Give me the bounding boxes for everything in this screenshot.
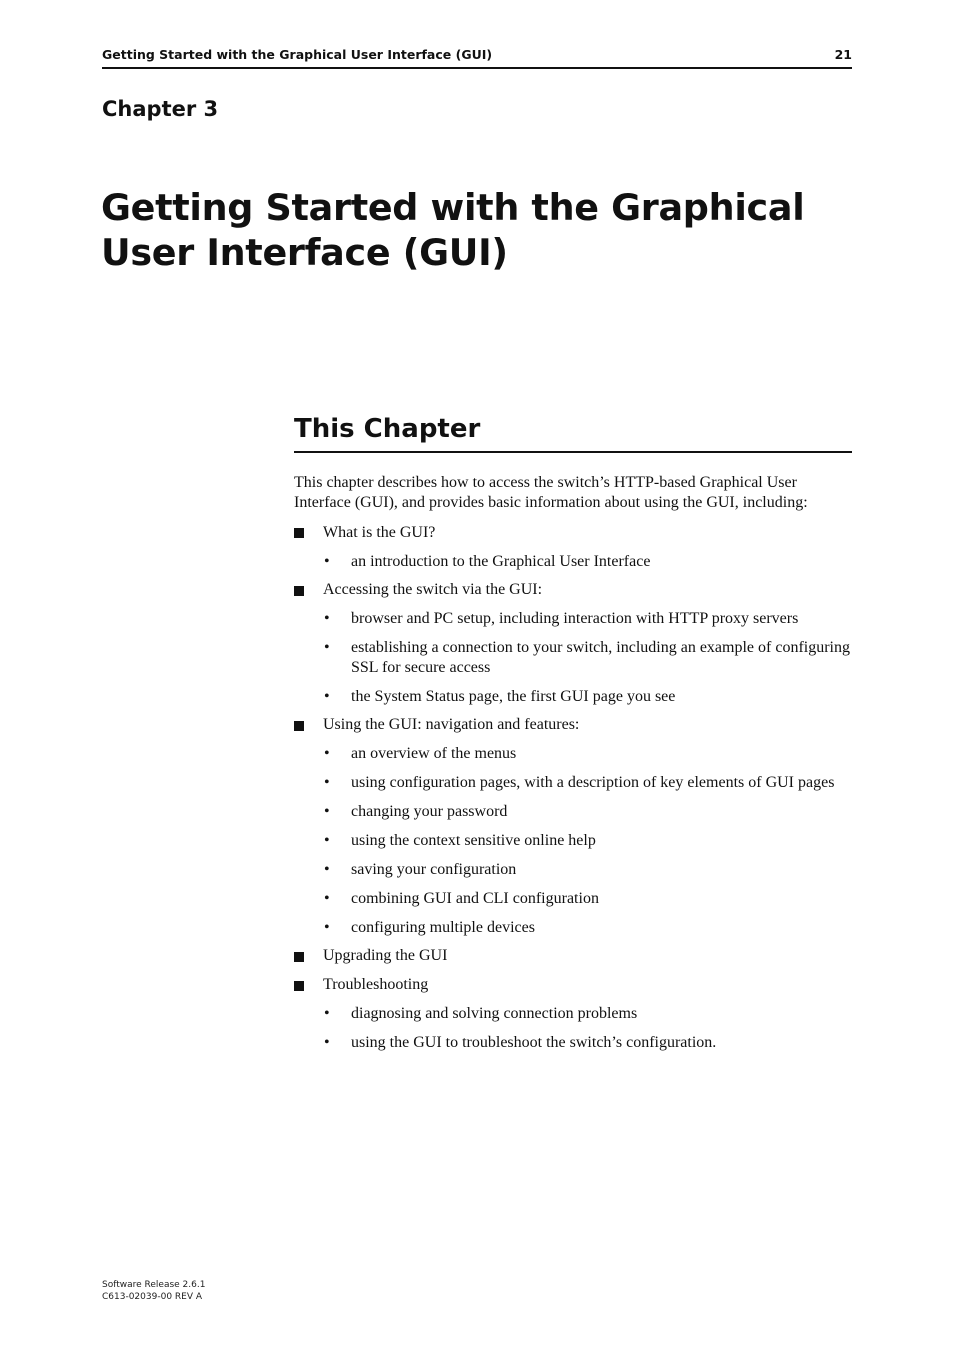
subtopic-item [294,605,852,634]
chapter-title: Getting Started with the Graphical User Interface (GUI) [101,186,805,274]
bullet-dot-icon: • [324,889,330,907]
bullet-dot-icon: • [324,918,330,936]
bullet-dot-icon: • [324,831,330,849]
subtopic-label: using the context sensitive online help [351,831,596,849]
topic-label: Using the GUI: navigation and features: [323,716,580,734]
subtopic-item [294,547,852,576]
subtopic-list [294,605,852,711]
topic-item [294,711,852,942]
subtopic-item [294,634,852,682]
square-bullet-icon [294,528,304,538]
subtopic-item [294,1000,852,1029]
subtopic-item [294,826,852,855]
section-intro: This chapter describes how to access the switch’s HTTP-based Graphical User Interface (GUI), and provides basic information about using the GUI, including: [294,474,808,511]
topic-label: Troubleshooting [323,976,429,994]
document-code: C613-02039-00 REV A [102,1291,203,1302]
subtopic-label: diagnosing and solving connection problems [351,1005,638,1023]
square-bullet-icon [294,721,304,731]
subtopic-label: using the GUI to troubleshoot the switch’s configuration. [351,1034,717,1052]
bullet-dot-icon: • [324,803,330,821]
bullet-dot-icon: • [324,639,330,657]
topic-row [294,942,852,971]
topic-row [294,711,852,740]
bullet-dot-icon: • [324,1005,330,1023]
subtopic-label: using configuration pages, with a description of key elements of GUI pages [351,774,835,792]
subtopic-label: configuring multiple devices [351,918,535,936]
bullet-dot-icon: • [324,552,330,570]
subtopic-item [294,740,852,769]
topic-label: Accessing the switch via the GUI: [323,581,543,599]
chapter-label: Chapter 3 [102,97,219,121]
subtopic-label: combining GUI and CLI configuration [351,889,599,907]
subtopic-label: an overview of the menus [351,745,517,763]
topic-row [294,518,852,547]
bullet-dot-icon: • [324,610,330,628]
subtopic-label: saving your configuration [351,860,517,878]
topic-row [294,576,852,605]
topic-list [294,518,852,1057]
topic-row [294,971,852,1000]
subtopic-label: browser and PC setup, including interaction with HTTP proxy servers [351,610,799,628]
subtopic-item [294,913,852,942]
subtopic-list [294,1000,852,1058]
subtopic-label: the System Status page, the first GUI page you see [351,687,676,705]
bullet-dot-icon: • [324,860,330,878]
topic-item [294,576,852,711]
subtopic-item [294,682,852,711]
subtopic-label: establishing a connection to your switch, including an example of configuring SSL for secure access [351,639,850,676]
subtopic-list [294,740,852,942]
bullet-dot-icon: • [324,774,330,792]
subtopic-item [294,769,852,798]
section-heading: This Chapter [294,410,852,453]
subtopic-item [294,1028,852,1057]
subtopic-label: an introduction to the Graphical User Interface [351,552,651,570]
square-bullet-icon [294,952,304,962]
page-number: 21 [834,47,852,62]
this-chapter-section [294,410,852,1057]
topic-label: What is the GUI? [323,523,436,541]
software-release: Software Release 2.6.1 [102,1280,206,1290]
subtopic-label: changing your password [351,803,508,821]
topic-item [294,971,852,1058]
running-header [102,47,852,69]
subtopic-list [294,547,852,576]
footer [102,1280,205,1303]
running-header-title: Getting Started with the Graphical User Interface (GUI) [102,47,493,62]
square-bullet-icon [294,586,304,596]
subtopic-item [294,884,852,913]
bullet-dot-icon: • [324,687,330,705]
bullet-dot-icon: • [324,745,330,763]
bullet-dot-icon: • [324,1034,330,1052]
topic-label: Upgrading the GUI [323,947,448,965]
subtopic-item [294,855,852,884]
topic-item [294,518,852,576]
topic-item [294,942,852,971]
square-bullet-icon [294,981,304,991]
subtopic-item [294,797,852,826]
